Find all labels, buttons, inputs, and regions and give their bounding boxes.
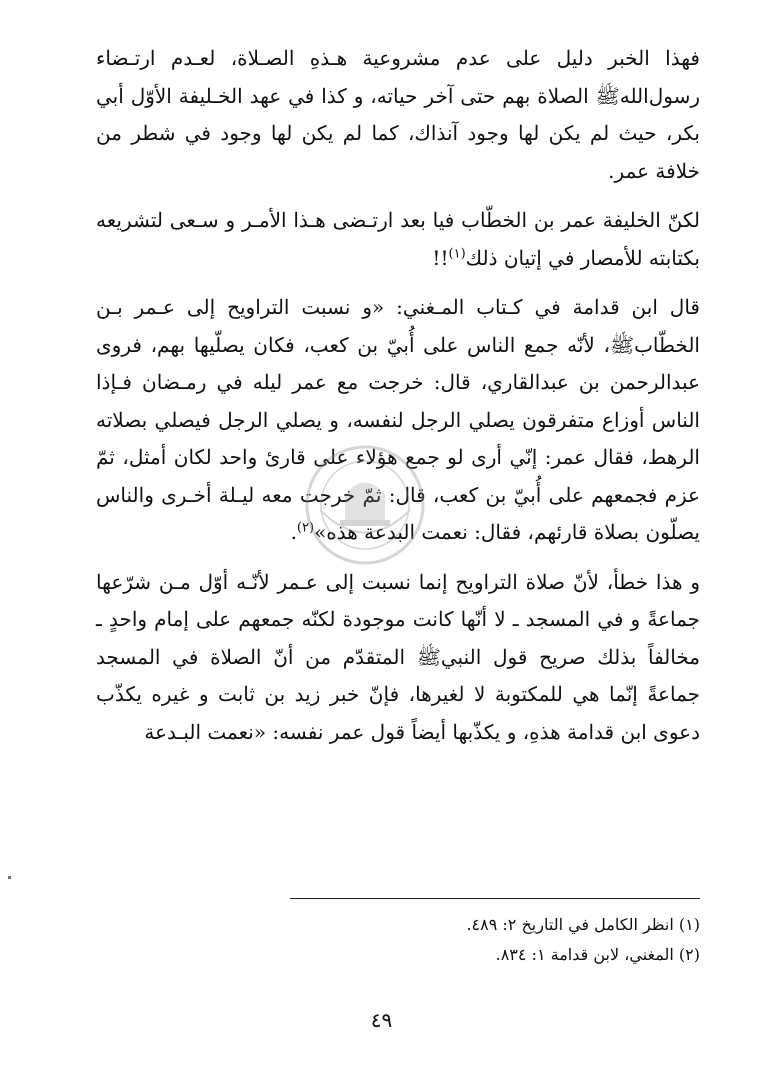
paragraph-3-tail: . — [290, 520, 297, 544]
footnote-list — [96, 910, 700, 970]
paragraph-2 — [96, 202, 700, 277]
footnote-1: (١) انظر الكامل في التاريخ ٢: ٤٨٩. — [466, 915, 700, 934]
paragraph-2-tail: !! — [432, 245, 449, 270]
footnote-2: (٢) المغني، لابن قدامة ١: ٨٣٤. — [495, 945, 700, 964]
paragraph-4-text: و هذا خطأ، لأنّ صلاة التراويح إنما نسبت إلى عـمر لأنّـه أوّل مـن شرّعها جماعةً و في المسجد ـ لا أنّها كانت موجودة لكنّه جمعهم على إمام واحدٍ ـ مخالفاً بذلك صريح قول النبيﷺ المتقدّم من أنّ الصلاة في المسجد جماعةً إنّما هي للمكتوبة لا لغيرها، فإنّ خبر زيد بن ثابت و غيره يكذّب دعوى ابن قدامة هذهِ، و يكذّبها أيضاً قول عمر نفسه: «نعمت البـدعة — [96, 569, 700, 744]
scan-speck — [8, 876, 11, 879]
footnote-divider — [290, 898, 700, 899]
paragraph-2-text: لكنّ الخليفة عمر بن الخطّاب فيا بعد ارتـضى هـذا الأمـر و سـعى لتشريعه بكتابته للأمصار في إتيان ذلك — [96, 208, 700, 270]
page-number: ٤٩ — [370, 1008, 393, 1032]
paragraph-1-text: فهذا الخبر دليل على عدم مشروعية هـذهِ الصـلاة، لعـدم ارتـضاء رسول‌اللهﷺ الصلاة بهم حتى آخر حياته، و كذا في عهد الخـليفة الأوّل أبي بكر، حيث لم يكن لها وجود آنذاك، كما لم يكن لها وجود في شطر من خلافة عمر. — [96, 46, 700, 183]
document-body — [96, 40, 700, 763]
footnote-ref-1[interactable]: (١) — [448, 245, 466, 261]
library-seal-watermark-icon — [300, 440, 430, 570]
paragraph-4 — [96, 564, 700, 752]
paragraph-1 — [96, 40, 700, 190]
footnote-ref-2[interactable]: (٢) — [296, 520, 315, 536]
paragraph-3-text: قال ابن قدامة في كـتاب المـغني: «و نسبت التراويح إلى عـمر بـن الخطّابﷺ، لأنّه جمع الناس على أُبيّ بن كعب، فكان يصلّيها بهم، فروى عبدالرحمن بن عبدالقاري، قال: خرجت مع عمر ليله في رمـضان فـإذا الناس أوزاع متفرقون يصلي الرجل لنفسه، و يصلي الرجل فيصلي بصلاته الرهط، فقال عمر: إنّي أرى لو جمع هؤلاء على قارئ واحد لكان أمثل، ثمّ عزم فجمعهم على أُبيّ بن كعب، قال: ثمّ خرجت معه ليـلة أخـرى والناس يصلّون بصلاة قارئهم، فقال: نعمت البدعة هذه» — [96, 295, 700, 544]
